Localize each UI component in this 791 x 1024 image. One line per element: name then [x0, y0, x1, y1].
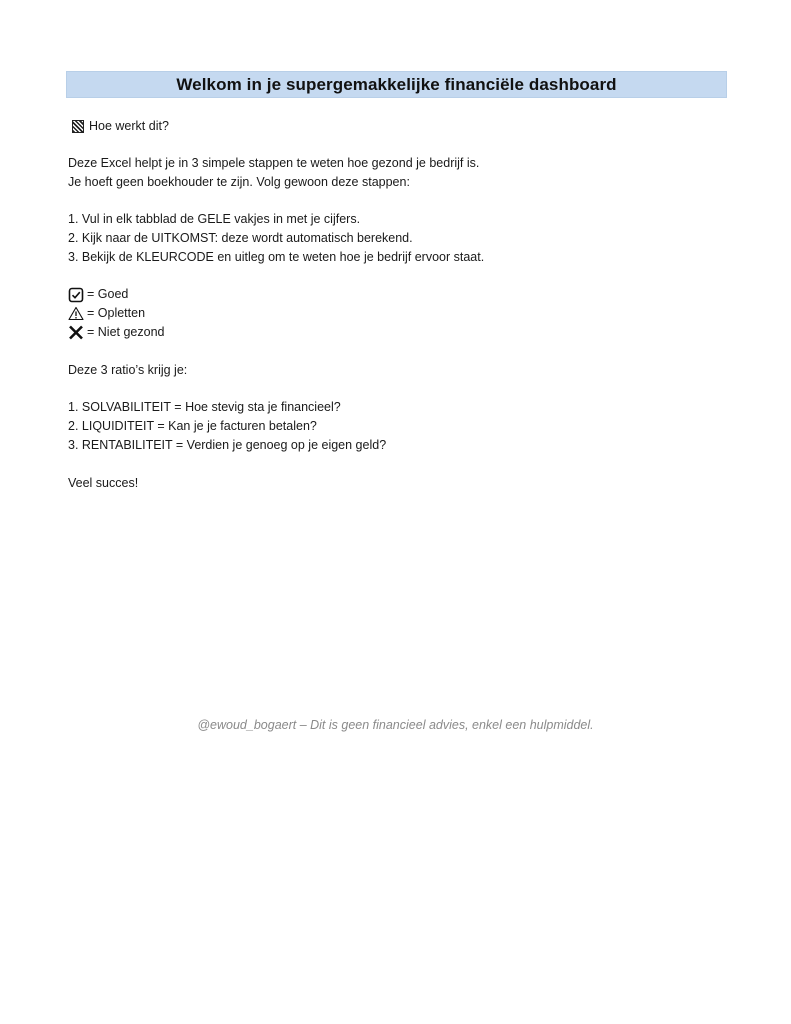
legend-caution — [68, 305, 145, 321]
dashboard-title-banner — [66, 71, 727, 98]
notepad-icon — [72, 120, 84, 133]
step-3: 3. Bekijk de KLEURCODE en uitleg om te weten hoe je bedrijf ervoor staat. — [68, 250, 485, 264]
intro-heading-text: Hoe werkt dit? — [89, 119, 169, 133]
ratio-rentabiliteit: 3. RENTABILITEIT = Verdien je genoeg op je eigen geld? — [68, 438, 387, 452]
step-1: 1. Vul in elk tabblad de GELE vakjes in met je cijfers. — [68, 212, 361, 226]
ratio-liquiditeit: 2. LIQUIDITEIT = Kan je je facturen betalen? — [68, 419, 317, 433]
ratio-solvabiliteit: 1. SOLVABILITEIT = Hoe stevig sta je financieel? — [68, 400, 341, 414]
legend-caution-label: = Opletten — [87, 306, 146, 320]
checkbox-check-icon — [68, 287, 84, 303]
intro-heading — [68, 118, 169, 134]
cross-icon — [68, 325, 84, 340]
closing-text: Veel succes! — [68, 476, 139, 490]
legend-good-label: = Goed — [87, 287, 129, 301]
page-title: Welkom in je supergemakkelijke financiële dashboard — [176, 74, 617, 94]
intro-line-1: Deze Excel helpt je in 3 simpele stappen te weten hoe gezond je bedrijf is. — [68, 156, 480, 170]
warning-icon — [68, 306, 84, 321]
disclaimer-footer: @ewoud_bogaert – Dit is geen financieel advies, enkel een hulpmiddel. — [197, 718, 594, 732]
legend-bad-label: = Niet gezond — [87, 325, 165, 339]
legend-good — [68, 286, 128, 303]
legend-bad — [68, 324, 164, 340]
intro-line-2: Je hoeft geen boekhouder te zijn. Volg gewoon deze stappen: — [68, 175, 410, 189]
step-2: 2. Kijk naar de UITKOMST: deze wordt automatisch berekend. — [68, 231, 413, 245]
ratios-heading: Deze 3 ratio’s krijg je: — [68, 363, 188, 377]
